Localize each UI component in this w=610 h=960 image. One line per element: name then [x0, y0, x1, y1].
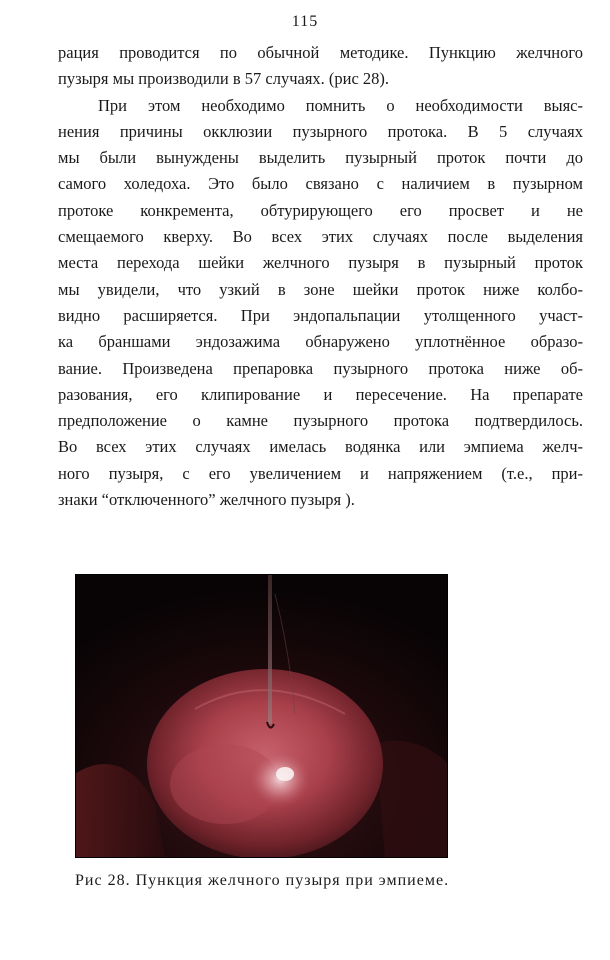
- text-line: разования, его клипирование и пересечение. На препарате: [58, 384, 583, 404]
- text-line: предположение о камне пузырного протока подтвердилось.: [58, 411, 583, 431]
- text-line: нения причины окклюзии пузырного протока. В 5 случаях: [58, 121, 583, 141]
- text-line: рация проводится по обычной методике. Пункцию желчного: [58, 43, 583, 62]
- text-line: мы были вынуждены выделить пузырный проток почти до: [58, 148, 583, 168]
- text-line: протоке конкремента, обтурирующего его просвет и не: [58, 200, 583, 220]
- text-line: мы увидели, что узкий в зоне шейки проток ниже колбо-: [58, 279, 583, 299]
- text-line: Во всех этих случаях имелась водянка или эмпиема желч-: [58, 437, 583, 457]
- text-line: знаки “отключенного” желчного пузыря ).: [58, 490, 355, 510]
- text-line: места перехода шейки желчного пузыря в пузырный проток: [58, 253, 583, 273]
- text-line: ного пузыря, с его увеличением и напряжением (т.е., при-: [58, 463, 583, 483]
- text-line: смещаемого кверху. Во всех этих случаях после выделения: [58, 227, 583, 247]
- text-line: видно расширяется. При эндопальпации утолщенного участ-: [58, 305, 583, 325]
- figure-caption: Рис 28. Пункция желчного пузыря при эмпиеме.: [75, 872, 450, 889]
- endoscopic-photo: [75, 574, 448, 858]
- text-line: пузыря мы производили в 57 случаях. (рис 28).: [58, 69, 390, 89]
- page-number: 115: [291, 13, 319, 30]
- body-text: [58, 40, 583, 513]
- text-line: вание. Произведена препаровка пузырного протока ниже об-: [58, 358, 583, 378]
- text-line: ка браншами эндозажима обнаружено уплотнённое образо-: [58, 332, 583, 352]
- text-line: самого холедоха. Это было связано с наличием в пузырном: [58, 174, 583, 194]
- text-line: При этом необходимо помнить о необходимости выяс-: [98, 95, 583, 115]
- endoscopic-photo-image: [75, 574, 448, 858]
